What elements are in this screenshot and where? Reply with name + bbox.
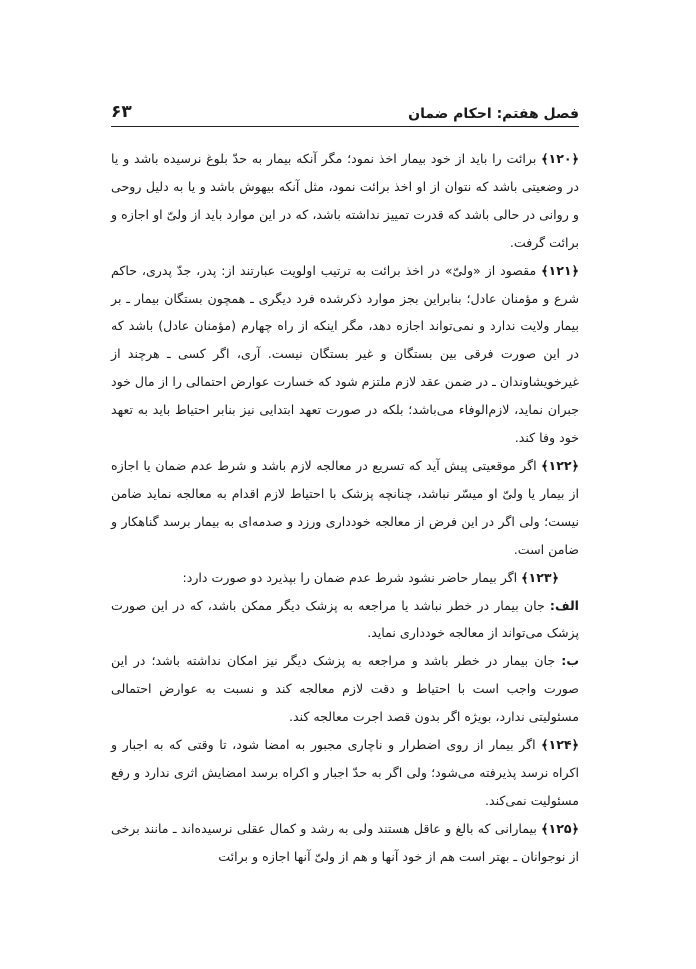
paragraph-text: بیمارانی که بالغ و عاقل هستند ولی به رشد و کمال عقلی نرسیده‌اند ـ مانند برخی از نوجوانان ـ بهتر است هم از خود آنها و هم از ولیّ آنها اجازه و برائت bbox=[111, 820, 579, 864]
paragraph-text: مقصود از «ولیّ» در اخذ برائت به ترتیب اولویت عبارتند از: پدر، جدّ پدری، حاکم شرع و مؤمنان عادل؛ بنابراین بجز موارد ذکرشده فرد دیگری ـ همچون بستگان بیمار ـ بر بیمار ولایت ندارد و نمی‌تواند اجازه دهد، مگر اینکه از راه چهارم (مؤمنان عادل) باشد که در این صورت فرقی بین بستگان و غیر بستگان نیست. آری، اگر کسی ـ هرچند از غیرخویشاوندان ـ در ضمن عقد لازم ملتزم شود که خسارت عوارض احتمالی را از مال خود جبران نماید، لازم‌الوفاء می‌باشد؛ بلکه در صورت تعهد ابتدایی نیز بنابر احتیاط باید به تعهد خود وفا کند. bbox=[111, 262, 579, 446]
paragraph-text: جان بیمار در خطر باشد و مراجعه به پزشک دیگر نیز امکان نداشته باشد؛ در این صورت واجب است با احتیاط و دقت لازم معالجه کند و نسبت به عوارض احتمالی مسئولیتی ندارد، بویژه اگر بدون قصد اجرت معالجه کند. bbox=[111, 653, 579, 725]
case-alef bbox=[111, 592, 579, 648]
paragraph-123 bbox=[111, 564, 579, 592]
body-text bbox=[111, 145, 579, 871]
ruling-number: ﴿۱۲۴﴾ bbox=[541, 737, 579, 753]
ruling-number: ﴿۱۲۰﴾ bbox=[541, 151, 579, 166]
paragraph-text: برائت را باید از خود بیمار اخذ نمود؛ مگر آنکه بیمار به حدّ بلوغ نرسیده باشد و یا در وضعیتی باشد که نتوان از او اخذ برائت نمود، مثل آنکه بیهوش باشد و یا به دلیل روحی و روانی در حالی باشد که قدرت تمییز نداشته باشد، که در این موارد باید از ولیّ او اجازه و برائت گرفت. bbox=[111, 151, 579, 250]
paragraph-text: اگر موقعیتی پیش آید که تسریع در معالجه لازم باشد و شرط عدم ضمان یا اجازه از بیمار یا ولیّ او میسّر نباشد، چنانچه پزشک با احتیاط لازم اقدام به معالجه نماید ضامن نیست؛ ولی اگر در این فرض از معالجه خودداری ورزد و صدمه‌ای به بیمار برسد گناهکار و ضامن است. bbox=[111, 457, 579, 557]
paragraph-text: اگر بیمار از روی اضطرار و ناچاری مجبور به امضا شود، تا وقتی که به اجبار و اکراه نرسد پذیرفته می‌شود؛ ولی اگر به حدّ اجبار و اکراه برسد امضایش اثری ندارد و رفع مسئولیت نمی‌کند. bbox=[111, 737, 579, 808]
chapter-title: فصل هفتم: احکام ضمان bbox=[408, 106, 579, 122]
case-label: ب: bbox=[561, 653, 579, 669]
paragraph-text: اگر بیمار حاضر نشود شرط عدم ضمان را بپذیرد دو صورت دارد: bbox=[182, 569, 522, 585]
paragraph-125 bbox=[111, 815, 579, 871]
page-header bbox=[111, 97, 579, 127]
paragraph-text: جان بیمار در خطر نباشد یا مراجعه به پزشک دیگر ممکن باشد، که در این صورت پزشک می‌تواند از معالجه خودداری نماید. bbox=[111, 597, 579, 641]
ruling-number: ﴿۱۲۵﴾ bbox=[541, 820, 579, 836]
ruling-number: ﴿۱۲۱﴾ bbox=[541, 262, 579, 278]
paragraph-120 bbox=[111, 145, 579, 257]
ruling-number: ﴿۱۲۳﴾ bbox=[521, 569, 559, 585]
paragraph-122 bbox=[111, 452, 579, 564]
paragraph-121 bbox=[111, 257, 579, 452]
paragraph-124 bbox=[111, 731, 579, 815]
case-label: الف: bbox=[549, 597, 579, 613]
page-number: ۶۳ bbox=[111, 102, 132, 122]
case-be bbox=[111, 647, 579, 731]
ruling-number: ﴿۱۲۲﴾ bbox=[541, 457, 579, 473]
